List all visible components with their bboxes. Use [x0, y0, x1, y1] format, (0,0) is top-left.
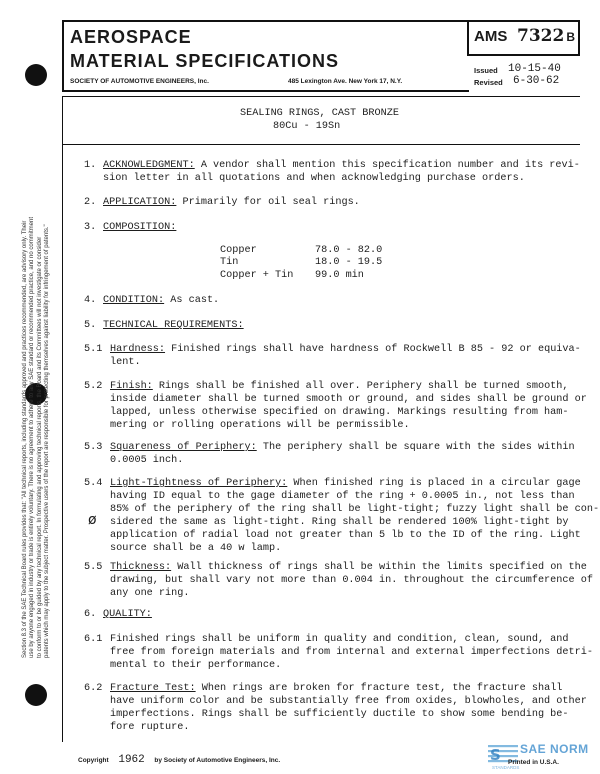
section-5-5-line1 [110, 561, 587, 574]
header-title-aerospace: AEROSPACE [70, 27, 192, 47]
revision-mark: ø [88, 512, 97, 528]
ams-prefix: AMS [474, 28, 508, 45]
header-address: 485 Lexington Ave. New York 17, N.Y. [288, 78, 403, 85]
printed-in-usa: Printed in U.S.A. [508, 759, 559, 766]
section-5-2-text1: Rings shall be finished all over. Periphery shall be turned smooth, [158, 381, 569, 392]
section-5-5-line2: drawing, but shall vary not more than 0.004 in. throughout the circumference of [110, 575, 593, 586]
composition-range: 18.0 - 19.5 [315, 257, 383, 269]
section-6-2-heading: Fracture Test: [110, 683, 196, 694]
footer-copyright-word: Copyright [78, 757, 109, 764]
section-4-number: 4. [84, 295, 97, 306]
composition-row [220, 244, 382, 256]
section-4-text: As cast. [170, 295, 220, 306]
composition-range: 78.0 - 82.0 [315, 245, 383, 256]
section-1-number: 1. [84, 160, 97, 171]
section-5-4-line4: sidered the same as light-tight. Ring shall be rendered 100% light-tight by [110, 517, 569, 528]
watermark-text: SAE NORM [520, 742, 589, 756]
footer-copyright [78, 747, 280, 766]
section-5-1-text1: Finished rings shall have hardness of Rockwell B 85 - 92 or equiva- [171, 344, 581, 355]
section-5-4-line6: source shall be a 40 w lamp. [110, 543, 282, 554]
footer-year: 1962 [118, 754, 145, 766]
section-6-2-line4: fore rupture. [110, 722, 190, 733]
section-5-4-line2: having ID equal to the gage diameter of the ring + 0.0005 in., not less than [110, 491, 575, 502]
doc-title-line2: 80Cu - 19Sn [273, 121, 341, 132]
section-1-heading: ACKNOWLEDGMENT: [103, 160, 195, 171]
section-5-5-heading: Thickness: [110, 562, 172, 573]
section-6-2-line2: have uniform color and be substantially free from oxides, blowholes, and other [110, 696, 587, 707]
section-5-3-line1 [110, 441, 575, 454]
composition-range: 99.0 min [315, 269, 364, 281]
section-5-2-line3: lapped, unless otherwise specified on drawing. Markings resulting from ham- [110, 407, 569, 418]
section-6-2-line1 [110, 682, 562, 695]
section-5-2-heading: Finish: [110, 381, 153, 392]
ams-number-block [474, 26, 575, 46]
section-5-4-line3: 85% of the periphery of the ring shall be light-tight; fuzzy light shall be con- [110, 504, 600, 515]
section-5-3-text1: The periphery shall be square with the sides within [262, 442, 575, 453]
section-5-2-line1 [110, 380, 569, 393]
section-5-2-line2: inside diameter shall be turned smooth or ground, and sides shall be ground or [110, 394, 587, 405]
sae-norm-watermark [488, 740, 596, 770]
section-6-heading: QUALITY: [103, 609, 152, 620]
header-title-specifications: MATERIAL SPECIFICATIONS [70, 51, 340, 71]
section-6-1-number: 6.1 [84, 634, 103, 645]
ams-number: 7322 [516, 26, 565, 46]
section-1-line2: sion letter in all quotations and when acknowledging purchase orders. [103, 173, 525, 184]
composition-row [220, 269, 382, 281]
composition-row [220, 256, 382, 268]
section-5-number: 5. [84, 320, 97, 331]
section-5-3-line2: 0.0005 inch. [110, 455, 184, 466]
side-disclaimer [22, 83, 51, 658]
section-4-line [103, 294, 219, 307]
section-5-1-heading: Hardness: [110, 344, 166, 355]
watermark-subtext: STANDARDS [492, 765, 520, 770]
section-4-heading: CONDITION: [103, 295, 165, 306]
section-5-5-line3: any one ring. [110, 588, 190, 599]
revised-date: 6-30-62 [513, 75, 560, 87]
section-2-text: Primarily for oil seal rings. [182, 197, 360, 208]
section-6-1-line3: mental to their performance. [110, 660, 282, 671]
section-2-number: 2. [84, 197, 97, 208]
section-3-number: 3. [84, 222, 97, 233]
issued-label: Issued [474, 66, 498, 75]
section-5-2-number: 5.2 [84, 381, 103, 392]
section-5-5-text1: Wall thickness of rings shall be within the limits specified on the [177, 562, 587, 573]
ams-rev: B [566, 30, 575, 44]
section-6-1-line1: Finished rings shall be uniform in quality and condition, clean, sound, and [110, 634, 569, 645]
section-5-4-line5: application of radial load not greater than 5 lb to the ID of the ring. Light [110, 530, 581, 541]
header-society: SOCIETY OF AUTOMOTIVE ENGINEERS, Inc. [70, 78, 209, 85]
revised-label: Revised [474, 78, 503, 87]
section-6-2-number: 6.2 [84, 683, 103, 694]
section-1-text1: A vendor shall mention this specification number and its revi- [200, 160, 580, 171]
section-1-line1 [103, 159, 580, 172]
section-5-1-number: 5.1 [84, 344, 103, 355]
section-5-4-text1: When finished ring is placed in a circular gage [293, 478, 581, 489]
section-5-3-heading: Squareness of Periphery: [110, 442, 257, 453]
composition-element: Copper + Tin [220, 269, 294, 281]
side-disclaimer-line1: Section 8.3 of the SAE Technical Board rules provides that: "All technical reports, including standards approved and practices recommended, are advisory only. Their [22, 220, 28, 658]
issued-date: 10-15-40 [508, 63, 561, 75]
side-disclaimer-line2: use by anyone engaged in industry or trade is entirely voluntary. There is no agreement to adhere to any SAE standard or recommended practice, and no commitment [29, 216, 36, 658]
section-5-1-line1 [110, 343, 581, 356]
left-rule [62, 144, 63, 742]
section-5-4-line1 [110, 477, 581, 490]
composition-element: Copper [220, 245, 257, 256]
section-5-2-line4: mering or rolling operations will be permissible. [110, 420, 410, 431]
composition-element: Tin [220, 257, 239, 269]
section-6-2-text1: When rings are broken for fracture test, the fracture shall [201, 683, 563, 694]
composition-table [220, 244, 382, 281]
section-2-heading: APPLICATION: [103, 197, 177, 208]
section-5-3-number: 5.3 [84, 442, 103, 453]
section-5-4-number: 5.4 [84, 478, 103, 489]
side-disclaimer-line4: patents which may apply to the subject matter. Prospective users of the report are responsible for protecting themselves against liability for infringement of patents." [43, 224, 50, 658]
section-6-number: 6. [84, 609, 97, 620]
section-5-1-line2: lent. [110, 357, 141, 368]
svg-text:S: S [490, 746, 501, 764]
footer-by: by Society of Automotive Engineers, Inc. [154, 757, 281, 764]
side-disclaimer-line3: to conform to or be guided by any technical report. In formulating and approving technical reports, the Board and its Committees will not investigate or consider [36, 236, 43, 658]
section-5-5-number: 5.5 [84, 562, 103, 573]
section-3-heading: COMPOSITION: [103, 222, 177, 233]
punch-hole-bottom [25, 684, 47, 706]
main-hline [62, 144, 580, 145]
section-6-1-line2: free from foreign materials and from internal and external imperfections detri- [110, 647, 593, 658]
section-2-line [103, 196, 360, 209]
section-6-2-line3: imperfections. Rings shall be sufficiently ductile to show some bending be- [110, 709, 569, 720]
section-5-4-heading: Light-Tightness of Periphery: [110, 478, 288, 489]
doc-title-line1: SEALING RINGS, CAST BRONZE [240, 108, 399, 119]
section-5-heading: TECHNICAL REQUIREMENTS: [103, 320, 244, 331]
